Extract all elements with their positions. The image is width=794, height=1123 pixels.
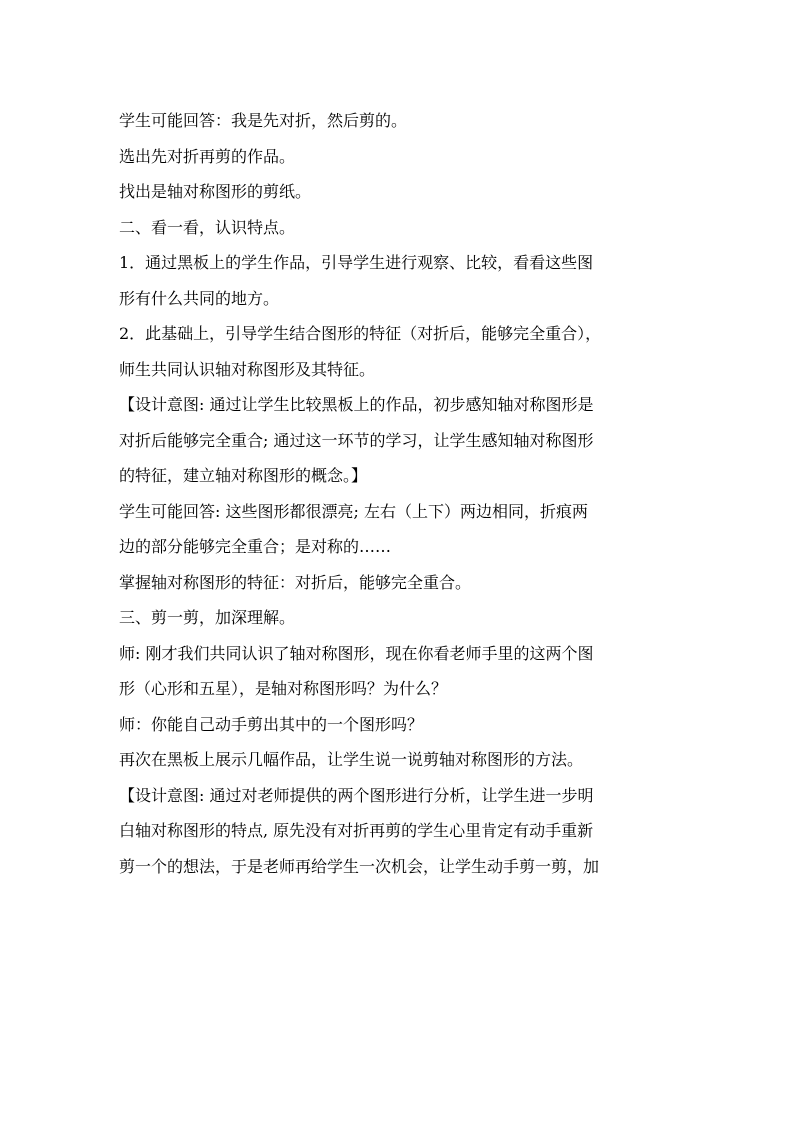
text-line: 师: 刚才我们共同认识了轴对称图形，现在你看老师手里的这两个图	[119, 643, 594, 663]
text-line: 形（心形和五星），是轴对称图形吗？为什么？	[119, 679, 448, 698]
text-line: 师生共同认识轴对称图形及其特征。	[119, 359, 376, 379]
text-line: 再次在黑板上展示几幅作品，让学生说一说剪轴对称图形的方法。	[119, 750, 584, 769]
design-intent-note: 白轴对称图形的特点, 原先没有对折再剪的学生心里肯定有动手重新	[119, 821, 594, 840]
document-body	[119, 103, 679, 884]
design-intent-note: 对折后能够完全重合; 通过这一环节的学习，让学生感知轴对称图形	[119, 430, 594, 450]
text-line: 形有什么共同的地方。	[119, 288, 280, 308]
design-intent-note: 【设计意图: 通过让学生比较黑板上的作品，初步感知轴对称图形是	[119, 395, 594, 414]
text-line: 学生可能回答: 这些图形都很漂亮; 左右（上下）两边相同，折痕两	[119, 501, 588, 521]
text-line: 边的部分能够完全重合；是对称的……	[119, 537, 392, 556]
text-line: 掌握轴对称图形的特征：对折后，能够完全重合。	[119, 572, 472, 592]
section-heading: 二、看一看，认识特点。	[119, 217, 296, 237]
text-line: 1．通过黑板上的学生作品，引导学生进行观察、比较，看看这些图	[119, 253, 594, 272]
text-line: 学生可能回答：我是先对折，然后剪的。	[119, 111, 408, 130]
text-line: 2．此基础上，引导学生结合图形的特征（对折后，能够完全重合），	[119, 324, 602, 343]
section-heading: 三、剪一剪，加深理解。	[119, 608, 296, 627]
text-line: 找出是轴对称图形的剪纸。	[119, 182, 312, 201]
design-intent-note: 的特征，建立轴对称图形的概念。】	[119, 466, 368, 485]
design-intent-note: 【设计意图: 通过对老师提供的两个图形进行分析，让学生进一步明	[119, 785, 594, 805]
design-intent-note: 剪一个的想法，于是老师再给学生一次机会，让学生动手剪一剪，加	[119, 856, 600, 876]
text-line: 选出先对折再剪的作品。	[119, 146, 296, 166]
text-line: 师：你能自己动手剪出其中的一个图形吗？	[119, 714, 424, 734]
